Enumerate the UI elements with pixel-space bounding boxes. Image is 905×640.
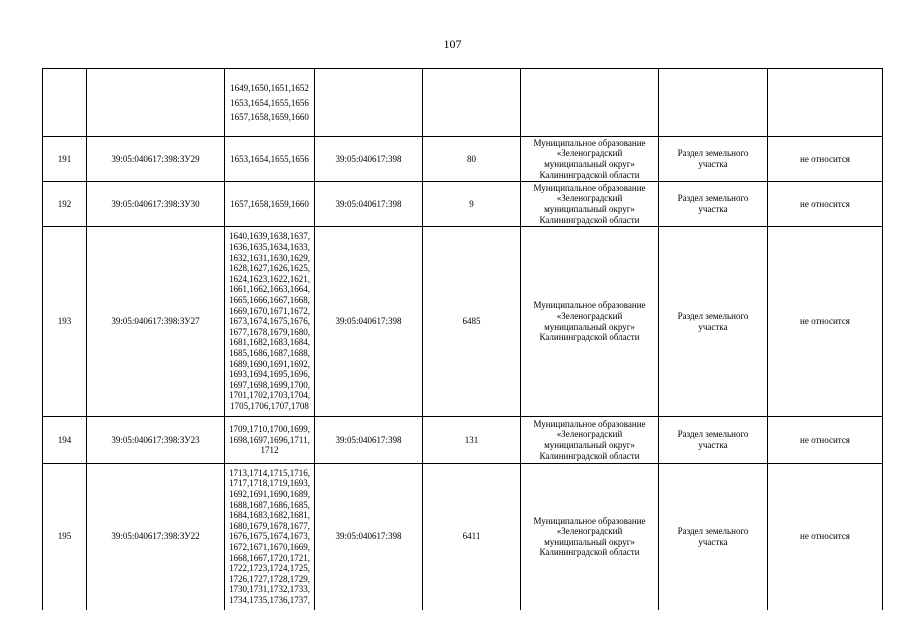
- formation-method-cell: [659, 182, 768, 227]
- characteristic-points-cell: [225, 137, 315, 182]
- row-number-cell: 195: [43, 464, 87, 610]
- area-cell: 80: [423, 137, 521, 182]
- points-line: 1688,1687,1686,1685,: [229, 499, 310, 510]
- cadastral-number-cell: [87, 69, 225, 137]
- points-line: 1665,1666,1667,1668,: [229, 295, 310, 306]
- points-line: 1628,1627,1626,1625,: [229, 263, 310, 274]
- method-line: участка: [698, 536, 728, 547]
- owner-line: Муниципальное образование: [533, 418, 646, 429]
- points-line: 1661,1662,1663,1664,: [229, 284, 310, 295]
- row-number-cell: 192: [43, 182, 87, 227]
- area-cell: [423, 69, 521, 137]
- cadastral-number-cell: 39:05:040617:398:ЗУ27: [87, 227, 225, 417]
- owner-line: «Зеленоградский: [556, 148, 623, 159]
- points-line: 1657,1658,1659,1660: [230, 198, 309, 209]
- page-number: 107: [443, 37, 462, 51]
- method-line: участка: [698, 204, 728, 214]
- owner-line: муниципальный округ»: [544, 159, 635, 169]
- owner-line: Калининградской области: [539, 214, 640, 225]
- owner-cell: [521, 464, 659, 610]
- category-cell: не относится: [768, 182, 883, 227]
- method-line: Раздел земельного: [677, 526, 749, 537]
- points-line: 1649,1650,1651,1652: [230, 83, 309, 94]
- points-line: 1681,1682,1683,1684,: [229, 337, 310, 348]
- land-plots-table: [42, 68, 883, 610]
- method-line: участка: [698, 159, 728, 169]
- source-plot-cell: [315, 69, 423, 137]
- points-line: 1624,1623,1622,1621,: [229, 273, 310, 284]
- method-line: Раздел земельного: [677, 310, 749, 321]
- table-row: [43, 137, 883, 182]
- cadastral-number-cell: 39:05:040617:398:ЗУ23: [87, 417, 225, 464]
- points-line: 1685,1686,1687,1688,: [229, 347, 310, 358]
- points-line: 1684,1683,1682,1681,: [229, 510, 310, 521]
- formation-method-cell: [659, 417, 768, 464]
- owner-line: Муниципальное образование: [533, 182, 646, 193]
- owner-cell: [521, 227, 659, 417]
- characteristic-points-cell: [225, 417, 315, 464]
- points-line: 1709,1710,1700,1699,: [229, 424, 310, 435]
- points-line: 1640,1639,1638,1637,: [229, 231, 310, 242]
- row-number-cell: 194: [43, 417, 87, 464]
- points-line: 1653,1654,1655,1656: [230, 153, 309, 164]
- category-cell: не относится: [768, 464, 883, 610]
- points-line: 1717,1718,1719,1693,: [229, 478, 310, 489]
- points-line: 1669,1670,1671,1672,: [229, 305, 310, 316]
- points-line: 1713,1714,1715,1716,: [229, 467, 310, 478]
- source-plot-cell: 39:05:040617:398: [315, 464, 423, 610]
- area-cell: 9: [423, 182, 521, 227]
- characteristic-points-cell: [225, 227, 315, 417]
- points-line: 1672,1671,1670,1669,: [229, 542, 310, 553]
- points-line: 1636,1635,1634,1633,: [229, 242, 310, 253]
- formation-method-cell: [659, 137, 768, 182]
- area-cell: 6411: [423, 464, 521, 610]
- category-cell: [768, 69, 883, 137]
- points-line: 1673,1674,1675,1676,: [229, 316, 310, 327]
- owner-line: «Зеленоградский: [556, 310, 623, 321]
- cadastral-number-cell: 39:05:040617:398:ЗУ30: [87, 182, 225, 227]
- owner-cell: [521, 417, 659, 464]
- points-line: 1677,1678,1679,1680,: [229, 326, 310, 337]
- source-plot-cell: 39:05:040617:398: [315, 137, 423, 182]
- method-line: Раздел земельного: [677, 148, 749, 159]
- characteristic-points-cell: [225, 69, 315, 137]
- category-cell: не относится: [768, 137, 883, 182]
- points-line: 1726,1727,1728,1729,: [229, 573, 310, 584]
- points-line: 1692,1691,1690,1689,: [229, 489, 310, 500]
- points-line: 1734,1735,1736,1737,: [229, 595, 310, 606]
- method-line: Раздел земельного: [677, 193, 749, 204]
- owner-line: Муниципальное образование: [533, 300, 646, 311]
- owner-line: муниципальный округ»: [544, 204, 635, 214]
- points-line: 1698,1697,1696,1711,: [229, 434, 310, 445]
- source-plot-cell: 39:05:040617:398: [315, 182, 423, 227]
- table-row: [43, 417, 883, 464]
- cadastral-number-cell: 39:05:040617:398:ЗУ29: [87, 137, 225, 182]
- points-line: 1632,1631,1630,1629,: [229, 252, 310, 263]
- characteristic-points-cell: [225, 182, 315, 227]
- owner-line: Калининградской области: [539, 450, 640, 461]
- method-line: участка: [698, 440, 728, 450]
- points-line: 1697,1698,1699,1700,: [229, 379, 310, 390]
- row-number-cell: 191: [43, 137, 87, 182]
- owner-cell: [521, 182, 659, 227]
- owner-line: Муниципальное образование: [533, 137, 646, 148]
- owner-line: «Зеленоградский: [556, 429, 623, 440]
- cadastral-number-cell: 39:05:040617:398:ЗУ22: [87, 464, 225, 610]
- table-row: [43, 227, 883, 417]
- points-line: 1701,1702,1703,1704,: [229, 390, 310, 401]
- owner-cell: [521, 137, 659, 182]
- category-cell: не относится: [768, 227, 883, 417]
- points-line: 1705,1706,1707,1708: [230, 400, 309, 411]
- row-number-cell: [43, 69, 87, 137]
- owner-line: «Зеленоградский: [556, 526, 623, 537]
- source-plot-cell: 39:05:040617:398: [315, 227, 423, 417]
- table-row: [43, 69, 883, 137]
- table-row: [43, 182, 883, 227]
- characteristic-points-cell: [225, 464, 315, 610]
- method-line: Раздел земельного: [677, 429, 749, 440]
- owner-line: Калининградской области: [539, 169, 640, 180]
- points-line: 1657,1658,1659,1660: [230, 112, 309, 123]
- row-number-cell: 193: [43, 227, 87, 417]
- points-line: 1680,1679,1678,1677,: [229, 520, 310, 531]
- points-line: 1693,1694,1695,1696,: [229, 369, 310, 380]
- owner-cell: [521, 69, 659, 137]
- owner-line: муниципальный округ»: [544, 440, 635, 450]
- owner-line: Калининградской области: [539, 547, 640, 558]
- owner-line: муниципальный округ»: [544, 321, 635, 332]
- formation-method-cell: [659, 69, 768, 137]
- source-plot-cell: 39:05:040617:398: [315, 417, 423, 464]
- category-cell: не относится: [768, 417, 883, 464]
- owner-line: «Зеленоградский: [556, 193, 623, 204]
- owner-line: муниципальный округ»: [544, 536, 635, 547]
- points-line: 1653,1654,1655,1656: [230, 97, 309, 108]
- table-row: [43, 464, 883, 610]
- area-cell: 131: [423, 417, 521, 464]
- method-line: участка: [698, 321, 728, 332]
- owner-line: Калининградской области: [539, 332, 640, 343]
- points-line: 1689,1690,1691,1692,: [229, 358, 310, 369]
- formation-method-cell: [659, 227, 768, 417]
- points-line: 1668,1667,1720,1721,: [229, 552, 310, 563]
- points-line: 1722,1723,1724,1725,: [229, 563, 310, 574]
- points-line: 1712: [260, 445, 279, 456]
- formation-method-cell: [659, 464, 768, 610]
- owner-line: Муниципальное образование: [533, 515, 646, 526]
- area-cell: 6485: [423, 227, 521, 417]
- points-line: 1730,1731,1732,1733,: [229, 584, 310, 595]
- points-line: 1676,1675,1674,1673,: [229, 531, 310, 542]
